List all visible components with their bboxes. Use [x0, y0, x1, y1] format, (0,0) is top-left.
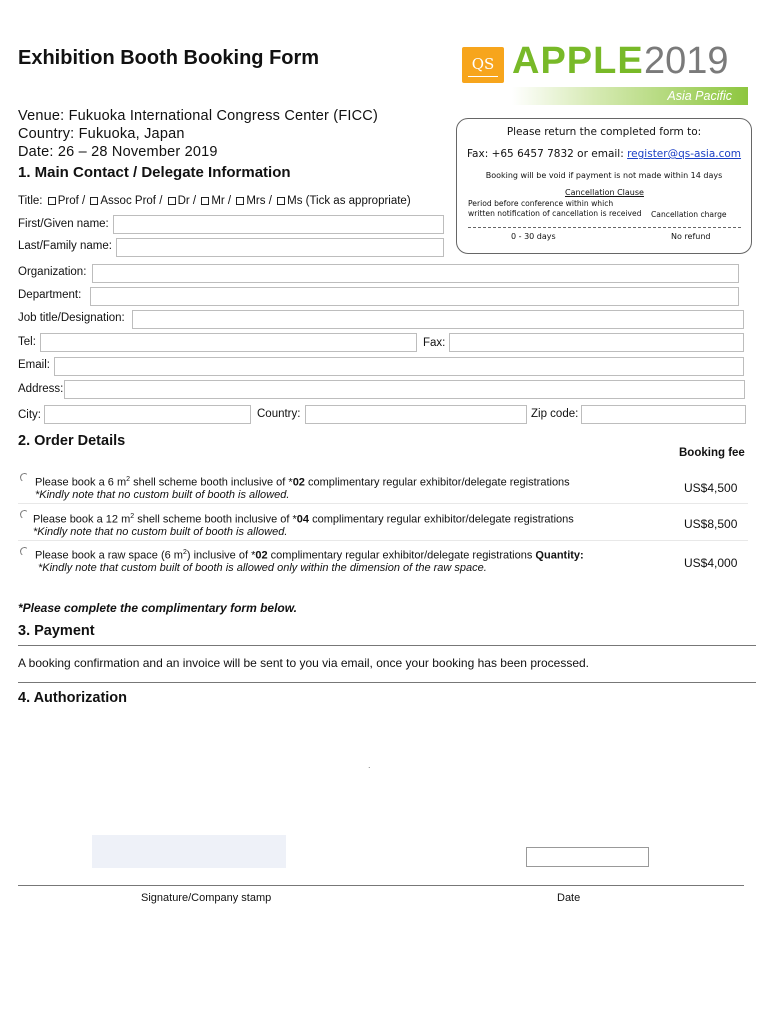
department-label: Department: — [18, 289, 82, 301]
section4-number: 4. — [18, 690, 31, 706]
complimentary-note: *Please complete the complimentary form below. — [18, 601, 297, 615]
title-label: Title: — [18, 195, 43, 207]
section4-heading — [18, 690, 127, 706]
country-line: Country: Fukuoka, Japan — [18, 126, 185, 142]
option-6m-fee: US$4,500 — [684, 481, 738, 495]
address-field[interactable] — [64, 380, 745, 399]
section2-heading: 2. Order Details — [18, 433, 126, 449]
option-raw-radio[interactable] — [19, 546, 29, 556]
country-label: Country: — [257, 408, 301, 420]
option-12m-note: *Kindly note that no custom built of booth is allowed. — [33, 526, 288, 538]
email-field[interactable] — [54, 357, 744, 376]
payment-bottom-rule — [18, 682, 756, 683]
option-6m-radio[interactable] — [19, 472, 29, 482]
address-label: Address: — [18, 383, 64, 395]
return-heading: Please return the completed form to: — [506, 126, 702, 138]
country-field[interactable] — [305, 405, 527, 424]
first-name-label: First/Given name: — [18, 218, 109, 230]
date-label: Date — [557, 892, 581, 904]
section1-heading: 1. Main Contact / Delegate Information — [18, 164, 291, 181]
option-raw-quantity: Quantity: — [535, 549, 584, 562]
qs-logo — [462, 47, 504, 83]
logo-region: Asia Pacific — [667, 89, 732, 103]
option-12m-radio[interactable] — [19, 509, 29, 519]
stray-dot: . — [368, 760, 371, 770]
dr-checkbox[interactable] — [168, 197, 176, 205]
payment-top-rule — [18, 645, 756, 646]
signature-field[interactable] — [92, 835, 286, 868]
signature-rule — [18, 885, 744, 886]
date-line: Date: 26 – 28 November 2019 — [18, 144, 218, 160]
option-12m-text — [33, 513, 574, 526]
return-contact — [457, 148, 751, 160]
zip-label: Zip code: — [531, 408, 579, 420]
date-field[interactable] — [526, 847, 649, 867]
mr-checkbox[interactable] — [201, 197, 209, 205]
cancellation-clause-title: Cancellation Clause — [565, 188, 644, 197]
option-raw-count: 02 — [255, 549, 268, 562]
tel-label: Tel: — [18, 336, 36, 348]
qs-logo-text: QS — [471, 55, 495, 73]
prof-checkbox[interactable] — [48, 197, 56, 205]
apple-logo-year: 2019 — [644, 40, 729, 82]
option-12m-a: Please book a 12 m — [33, 513, 131, 526]
section4-title: Authorization — [30, 690, 128, 706]
fax-field[interactable] — [449, 333, 744, 352]
option-6m-count: 02 — [292, 476, 305, 489]
city-label: City: — [18, 409, 41, 421]
tel-field[interactable] — [40, 333, 417, 352]
zip-field[interactable] — [581, 405, 746, 424]
dr-option: Dr / — [177, 195, 197, 207]
order-divider — [18, 540, 748, 541]
option-raw-note: *Kindly note that custom built of booth is allowed only within the dimension of the raw space. — [38, 562, 487, 574]
department-field[interactable] — [90, 287, 739, 306]
option-12m-c: complimentary regular exhibitor/delegate registrations — [309, 513, 574, 526]
mr-option: Mr / — [211, 195, 232, 207]
cancel-period-value: 0 - 30 days — [511, 232, 556, 241]
clause-divider — [468, 227, 741, 228]
option-raw-b: ) inclusive of * — [186, 549, 256, 562]
first-name-field[interactable] — [113, 215, 444, 234]
period-header-2: written notification of cancellation is received — [468, 209, 642, 218]
venue-line: Venue: Fukuoka International Congress Center (FICC) — [18, 108, 378, 124]
void-note: Booking will be void if payment is not made within 14 days — [485, 171, 723, 180]
option-6m-text — [35, 476, 570, 489]
option-6m-c: complimentary regular exhibitor/delegate registrations — [304, 476, 570, 489]
mrs-option: Mrs / — [246, 195, 272, 207]
option-12m-sup: 2 — [130, 513, 135, 520]
apple-logo-text: APPLE — [512, 40, 644, 82]
job-title-label: Job title/Designation: — [18, 312, 125, 324]
form-title: Exhibition Booth Booking Form — [18, 47, 320, 69]
option-12m-b: shell scheme booth inclusive of * — [134, 513, 297, 526]
option-raw-c: complimentary regular exhibitor/delegate registrations — [267, 549, 536, 562]
option-6m-note: *Kindly note that no custom built of booth is allowed. — [35, 489, 290, 501]
option-6m-b: shell scheme booth inclusive of * — [130, 476, 293, 489]
last-name-label: Last/Family name: — [18, 240, 112, 252]
option-12m-count: 04 — [296, 513, 310, 526]
option-raw-text — [35, 549, 584, 562]
payment-text: A booking confirmation and an invoice will be sent to you via email, once your booking has been processed. — [18, 656, 590, 670]
title-row — [18, 195, 411, 207]
charge-header: Cancellation charge — [651, 210, 727, 219]
assoc-prof-option: Assoc Prof / — [100, 195, 163, 207]
option-raw-fee: US$4,000 — [684, 556, 738, 570]
prof-option: Prof / — [57, 195, 86, 207]
city-field[interactable] — [44, 405, 251, 424]
period-header-1: Period before conference within which — [468, 199, 614, 208]
option-6m-sup: 2 — [126, 476, 131, 483]
email-label: Email: — [18, 359, 50, 371]
option-6m-a: Please book a 6 m — [35, 476, 127, 489]
option-12m-fee: US$8,500 — [684, 517, 738, 531]
return-fax: Fax: +65 6457 7832 or email: — [466, 148, 628, 160]
return-info-box — [456, 118, 752, 254]
ms-checkbox[interactable] — [277, 197, 285, 205]
ms-option: Ms (Tick as appropriate) — [287, 195, 411, 207]
mrs-checkbox[interactable] — [236, 197, 244, 205]
organization-field[interactable] — [92, 264, 739, 283]
option-raw-sup: 2 — [182, 549, 187, 556]
cancel-charge-value: No refund — [671, 232, 711, 241]
organization-label: Organization: — [18, 266, 87, 278]
fax-label: Fax: — [423, 337, 446, 349]
signature-label: Signature/Company stamp — [141, 892, 272, 904]
option-raw-a: Please book a raw space (6 m — [35, 549, 183, 562]
last-name-field[interactable] — [116, 238, 444, 257]
section3-heading: 3. Payment — [18, 623, 95, 639]
booking-fee-header: Booking fee — [679, 447, 745, 459]
return-email-link[interactable]: register@qs-asia.com — [627, 148, 742, 160]
order-divider — [18, 503, 748, 504]
job-title-field[interactable] — [132, 310, 744, 329]
assoc-prof-checkbox[interactable] — [90, 197, 98, 205]
